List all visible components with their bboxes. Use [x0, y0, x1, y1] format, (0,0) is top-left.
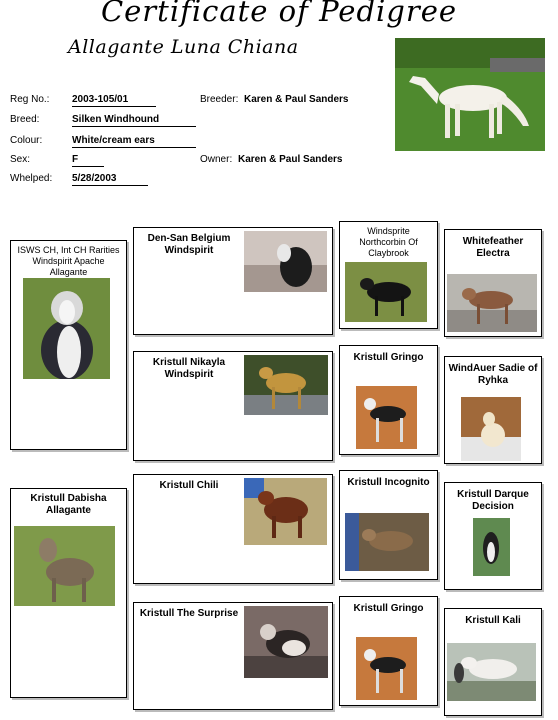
ss-photo [244, 231, 327, 292]
dss-photo [345, 513, 429, 571]
sd-box [133, 351, 333, 461]
whelped-label: Whelped: [10, 173, 53, 184]
dd-name: Kristull The Surprise [139, 608, 239, 619]
ds-photo [244, 478, 327, 545]
dds-box [339, 596, 438, 706]
whelped-value: 5/28/2003 [72, 173, 148, 186]
breed-value: Silken Windhound [72, 114, 196, 127]
sex-label: Sex: [10, 154, 31, 165]
dog-photo-main [395, 38, 545, 151]
owner-value: Karen & Paul Sanders [238, 154, 343, 165]
dsd-box [444, 482, 542, 590]
ssd-box [444, 229, 542, 337]
owner-label: Owner: [200, 154, 233, 165]
sss-box [339, 221, 438, 329]
ssd-photo [447, 274, 537, 332]
dam-name: Kristull Dabisha Allagante [30, 493, 107, 516]
sex-value: F [72, 154, 104, 167]
dd-photo [244, 606, 328, 678]
certificate-title: Certificate of Pedigree [100, 0, 458, 28]
sdd-photo [461, 397, 521, 461]
sd-name: Kristull Nikayla Windspirit [152, 357, 226, 380]
dsd-photo [473, 518, 510, 576]
dam-photo [14, 526, 115, 606]
dam-box [10, 488, 127, 698]
ss-name: Den-San Belgium Windspirit [147, 233, 231, 256]
sd-photo [244, 355, 328, 415]
dss-box [339, 470, 438, 580]
sire-box [10, 240, 127, 450]
sire-name: ISWS CH, Int CH Rarities Windspirit Apache Allagante [17, 245, 120, 277]
colour-label: Colour: [10, 135, 43, 146]
sire-photo [23, 278, 110, 379]
sds-box [339, 345, 438, 455]
breed-label: Breed: [10, 114, 40, 125]
sdd-box [444, 356, 542, 464]
ds-box [133, 474, 333, 584]
ds-name: Kristull Chili [159, 480, 219, 491]
sdd-name: WindAuer Sadie of Ryhka [448, 363, 538, 386]
breeder-value: Karen & Paul Sanders [244, 94, 349, 105]
breeder-label: Breeder: [200, 94, 239, 105]
dsd-name: Kristull Darque Decision [457, 489, 529, 512]
dss-name: Kristull Incognito [347, 477, 430, 488]
dds-name: Kristull Gringo [353, 603, 424, 614]
ddd-photo [447, 643, 536, 701]
sss-photo [345, 262, 427, 322]
ddd-name: Kristull Kali [465, 615, 521, 626]
ss-box [133, 227, 333, 335]
sds-name: Kristull Gringo [353, 352, 424, 363]
colour-value: White/cream ears [72, 135, 196, 148]
sds-photo [356, 386, 417, 449]
sss-name: Windsprite Northcorbin Of Claybrook [359, 226, 418, 258]
dd-box [133, 602, 333, 710]
reg-no-value: 2003-105/01 [72, 94, 156, 107]
ddd-box [444, 608, 542, 716]
dds-photo [356, 637, 417, 700]
dog-name: Allagante Luna Chiana [68, 36, 299, 58]
reg-no-label: Reg No.: [10, 94, 50, 105]
ssd-name: Whitefeather Electra [462, 236, 524, 259]
